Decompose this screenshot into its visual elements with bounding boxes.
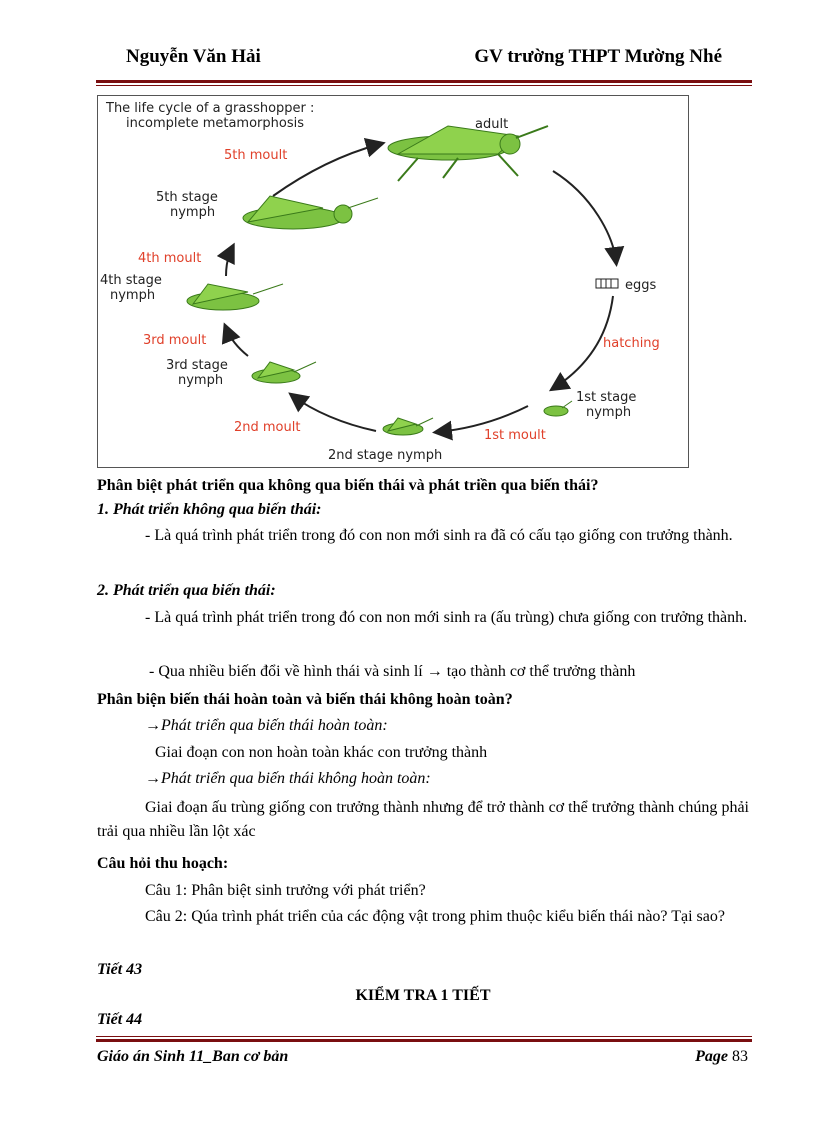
lesson-43: Tiết 43 [97, 961, 143, 978]
review-question-1: Câu 1: Phân biệt sinh trưởng với phát triển? [145, 882, 426, 899]
heading-no-metamorphosis: 1. Phát triển không qua biến thái: [97, 501, 322, 518]
header-rule-thick [96, 80, 752, 83]
item-complete: →Phát triển qua biến thái hoàn toàn: [145, 717, 388, 734]
label-moult2: 2nd moult [234, 420, 301, 435]
header-rule-thin [96, 85, 752, 86]
item-incomplete: →Phát triển qua biến thái không hoàn toàn: [145, 770, 431, 787]
label-hatching: hatching [603, 336, 660, 351]
footer-rule-thin [96, 1036, 752, 1037]
header-author: Nguyễn Văn Hải [126, 46, 261, 67]
footer-rule-thick [96, 1039, 752, 1042]
nymph1-icon [544, 401, 572, 416]
label-stage5-line2: nymph [170, 205, 216, 220]
para-metamorphosis: - Là quá trình phát triển trong đó con non mới sinh ra (ấu trùng) chưa giống con trưởng thành. [145, 609, 748, 626]
review-question-2: Câu 2: Qúa trình phát triển của các động vật trong phim thuộc kiểu biến thái nào? Tại sao? [145, 908, 725, 925]
footer-course: Giáo án Sinh 11_Ban cơ bản [97, 1048, 289, 1065]
review-title: Câu hỏi thu hoạch: [97, 855, 229, 872]
eggs-icon [596, 279, 618, 288]
lesson-44: Tiết 44 [97, 1011, 143, 1028]
para-complete: Giai đoạn con non hoàn toàn khác con trưởng thành [155, 744, 488, 761]
life-cycle-diagram [98, 96, 688, 467]
arrow-nymph5-to-adult [273, 144, 380, 196]
footer-page-number: 83 [732, 1048, 748, 1065]
label-eggs: eggs [625, 278, 657, 293]
arrow-nymph4-to-nymph5 [226, 248, 232, 276]
label-moult5: 5th moult [224, 148, 288, 163]
arrow-nymph3-to-nymph4 [226, 328, 248, 356]
arrow-nymph2-to-nymph3 [293, 396, 376, 431]
grasshopper-life-cycle-figure [97, 95, 689, 468]
label-stage2: 2nd stage nymph [328, 448, 443, 463]
test-title: KIỂM TRA 1 TIẾT [355, 987, 491, 1004]
footer-page [695, 1048, 748, 1066]
para-no-metamorphosis: - Là quá trình phát triển trong đó con non mới sinh ra đã có cấu tạo giống con trưởng thành. [145, 527, 733, 544]
label-adult: adult [475, 117, 509, 132]
nymph2-icon [383, 418, 433, 435]
label-stage5-line1: 5th stage [156, 190, 218, 205]
label-moult3: 3rd moult [143, 333, 207, 348]
para-changes: - Qua nhiều biến đổi về hình thái và sinh lí → tạo thành cơ thể trưởng thành [149, 663, 636, 680]
nymph5-icon [243, 196, 378, 229]
label-stage3-line2: nymph [178, 373, 224, 388]
diagram-title-line1: The life cycle of a grasshopper : [106, 101, 315, 116]
question-2: Phân biện biến thái hoàn toàn và biến thái không hoàn toàn? [97, 691, 513, 708]
header-school: GV trường THPT Mường Nhé [474, 46, 722, 67]
para-incomplete: Giai đoạn ấu trùng giống con trưởng thành nhưng để trở thành cơ thể trưởng thành chúng phải trải qua nhiều lần lột xác [97, 799, 749, 840]
arrow-adult-to-eggs [553, 171, 616, 261]
label-stage1-line2: nymph [586, 405, 632, 420]
label-moult4: 4th moult [138, 251, 202, 266]
adult-grasshopper-icon [388, 126, 548, 181]
label-stage4-line1: 4th stage [100, 273, 162, 288]
heading-metamorphosis: 2. Phát triển qua biến thái: [97, 582, 276, 599]
label-stage1-line1: 1st stage [576, 390, 637, 405]
label-stage3-line1: 3rd stage [166, 358, 228, 373]
question-1: Phân biệt phát triển qua không qua biến thái và phát triền qua biến thái? [97, 477, 599, 494]
nymph4-icon [187, 284, 283, 310]
footer-page-label: Page [695, 1048, 728, 1065]
label-stage4-line2: nymph [110, 288, 156, 303]
diagram-title-line2: incomplete metamorphosis [126, 116, 304, 131]
label-moult1: 1st moult [484, 428, 546, 443]
nymph3-icon [252, 362, 316, 383]
page-header [96, 46, 750, 76]
